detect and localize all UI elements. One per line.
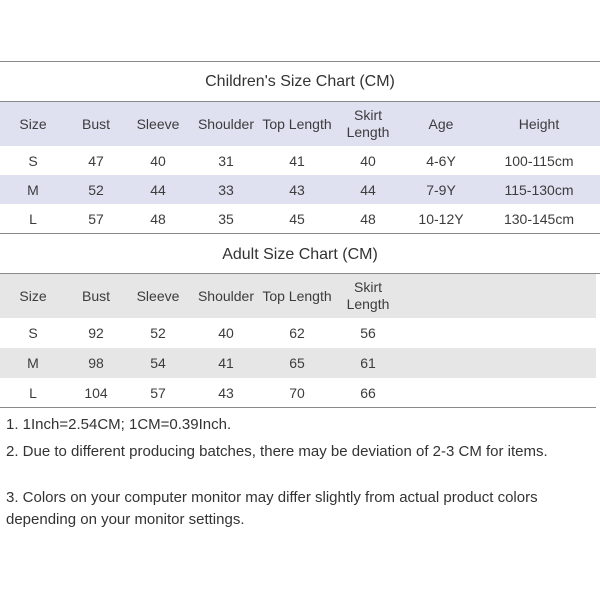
header-shoulder: Shoulder (190, 102, 262, 146)
children-header-row (0, 102, 600, 146)
cell-bust: 52 (66, 175, 126, 204)
adult-header-row (0, 274, 596, 318)
header-shoulder: Shoulder (190, 274, 262, 318)
cell-height: 100-115cm (504, 152, 574, 169)
children-bottom-divider (0, 233, 600, 234)
cell-skirt-length: 48 (360, 210, 376, 227)
cell-top-length: 62 (289, 325, 305, 341)
cell-bust: 57 (88, 210, 104, 227)
cell-top-length: 65 (262, 348, 332, 378)
row-spacer (404, 378, 596, 408)
cell-bust: 92 (88, 325, 104, 341)
header-size: Size (0, 102, 66, 146)
cell-bust: 104 (84, 385, 108, 401)
note-monitor-colors: 3. Colors on your computer monitor may differ slightly from actual product colors depending on your monitor settings. (6, 489, 538, 528)
header-skirt-length: Skirt Length (332, 102, 404, 146)
adult-chart-title: Adult Size Chart (CM) (222, 246, 378, 263)
header-top-length: Top Length (262, 274, 332, 318)
cell-top-length: 70 (289, 385, 305, 401)
row-spacer (404, 348, 596, 378)
cell-shoulder: 41 (190, 348, 262, 378)
header-sleeve: Sleeve (126, 274, 190, 318)
cell-skirt-length: 66 (360, 385, 376, 401)
table-row (0, 146, 600, 175)
header-skirt-length: Skirt Length (332, 274, 404, 318)
note-conversion: 1. 1Inch=2.54CM; 1CM=0.39Inch. (6, 416, 232, 433)
cell-sleeve: 44 (126, 175, 190, 204)
cell-size: M (0, 348, 66, 378)
cell-height: 115-130cm (478, 175, 600, 204)
cell-size: L (29, 210, 37, 227)
children-size-table (0, 102, 600, 233)
table-row (0, 348, 596, 378)
cell-bust: 98 (66, 348, 126, 378)
header-bust: Bust (66, 102, 126, 146)
cell-age: 10-12Y (418, 210, 464, 227)
cell-shoulder: 33 (190, 175, 262, 204)
cell-size: L (29, 385, 37, 401)
table-row (0, 378, 596, 408)
cell-skirt-length: 40 (360, 152, 376, 169)
header-bust: Bust (66, 274, 126, 318)
cell-top-length: 45 (289, 210, 305, 227)
cell-age: 7-9Y (404, 175, 478, 204)
cell-top-length: 41 (289, 152, 305, 169)
cell-bust: 47 (88, 152, 104, 169)
adult-bottom-divider (0, 407, 596, 408)
header-spacer (404, 274, 596, 318)
cell-sleeve: 57 (150, 385, 166, 401)
row-spacer (404, 318, 596, 348)
table-row (0, 204, 600, 233)
cell-age: 4-6Y (426, 152, 456, 169)
cell-size: M (0, 175, 66, 204)
table-row (0, 175, 600, 204)
header-top-length: Top Length (262, 102, 332, 146)
note-batch-deviation: 2. Due to different producing batches, there may be deviation of 2-3 CM for items. (6, 443, 548, 460)
cell-sleeve: 54 (126, 348, 190, 378)
cell-shoulder: 31 (218, 152, 234, 169)
adult-size-table (0, 274, 596, 408)
header-sleeve: Sleeve (126, 102, 190, 146)
cell-size: S (28, 325, 38, 341)
cell-shoulder: 43 (218, 385, 234, 401)
header-size: Size (0, 274, 66, 318)
cell-skirt-length: 56 (360, 325, 376, 341)
header-height: Height (478, 102, 600, 146)
cell-sleeve: 52 (150, 325, 166, 341)
cell-height: 130-145cm (503, 210, 575, 227)
cell-top-length: 43 (262, 175, 332, 204)
cell-shoulder: 40 (218, 325, 234, 341)
cell-size: S (28, 152, 38, 169)
cell-skirt-length: 61 (332, 348, 404, 378)
cell-skirt-length: 44 (332, 175, 404, 204)
cell-shoulder: 35 (218, 210, 234, 227)
table-row (0, 318, 596, 348)
cell-sleeve: 48 (150, 210, 166, 227)
cell-sleeve: 40 (150, 152, 166, 169)
header-age: Age (404, 102, 478, 146)
children-top-divider (0, 61, 600, 62)
children-chart-title: Children's Size Chart (CM) (205, 73, 395, 90)
